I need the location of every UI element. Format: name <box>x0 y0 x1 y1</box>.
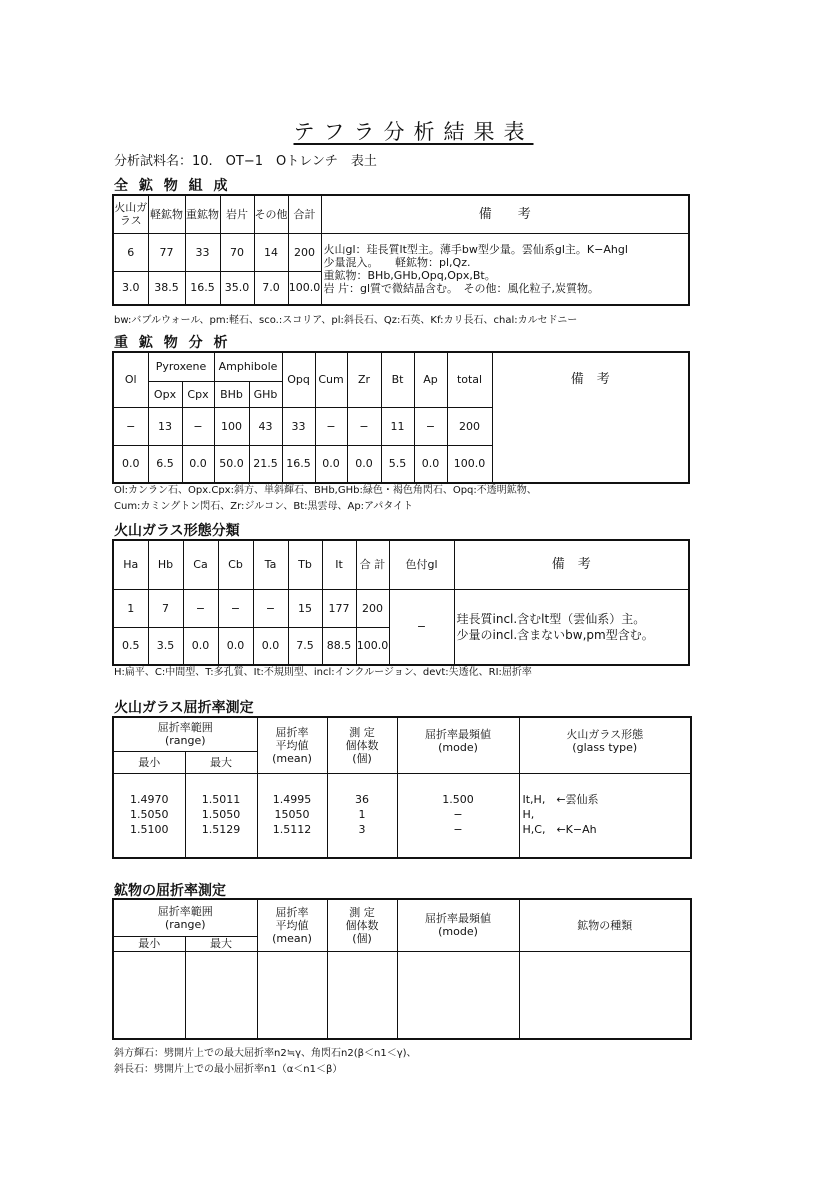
mode-column <box>397 773 519 858</box>
mean-line: (mean) <box>272 751 312 765</box>
footnote: 斜方輝石：劈開片上での最大屈折率n2≒γ、角閃石n2(β＜n1＜γ)、 <box>114 1048 417 1059</box>
header-remarks: 備 考 <box>492 352 689 483</box>
cell: 3 <box>358 822 366 836</box>
cell: − <box>315 407 347 445</box>
cell: 0.0 <box>347 445 381 483</box>
cell: H, <box>522 807 535 821</box>
cell: 1 <box>113 589 148 627</box>
header-min: 最小 <box>113 751 185 773</box>
header-bhb: BHb <box>214 381 249 407</box>
header-range <box>113 717 257 751</box>
cell: 200 <box>288 233 321 271</box>
cell: 1.5050 <box>201 807 241 821</box>
count-line: (個) <box>352 751 372 765</box>
cell: 100.0 <box>288 271 321 305</box>
total-mineral-table <box>112 194 690 306</box>
header-min: 最小 <box>113 936 185 951</box>
header-ol: Ol <box>113 352 148 407</box>
mean-line: 平均値 <box>275 918 309 932</box>
cell: 21.5 <box>249 445 282 483</box>
empty-cell <box>113 951 185 1039</box>
header-mode <box>397 899 519 951</box>
remarks-line: 少量のincl.含まないbw,pm型含む。 <box>456 627 654 642</box>
cell: 14 <box>254 233 288 271</box>
cell: 1.500 <box>442 792 474 806</box>
header-mineral-type: 鉱物の種類 <box>519 899 691 951</box>
cell: 1.5100 <box>130 822 169 836</box>
cell: 0.0 <box>315 445 347 483</box>
header-total: total <box>447 352 492 407</box>
cell: 0.0 <box>414 445 447 483</box>
cell: 1.5050 <box>130 807 169 821</box>
cell: 50.0 <box>214 445 249 483</box>
mineral-refractive-table <box>112 898 692 1040</box>
empty-cell <box>397 951 519 1039</box>
remarks-line: 少量混入。 軽鉱物：pl,Qz. <box>323 255 471 269</box>
type-line: 火山ガラス形態 <box>566 728 644 741</box>
cell: − <box>414 407 447 445</box>
cell: 7 <box>148 589 183 627</box>
cell: 1.4995 <box>272 792 312 806</box>
mode-line: 屈折率最頻値 <box>425 912 491 926</box>
header-pyroxene: Pyroxene <box>148 352 214 381</box>
mode-line: (mode) <box>438 925 478 939</box>
max-column <box>185 773 257 858</box>
cell: − <box>218 589 253 627</box>
range-sub: (range) <box>164 734 206 748</box>
header-amphibole: Amphibole <box>214 352 282 381</box>
header-mean <box>257 899 327 951</box>
cell: 1.4970 <box>130 792 169 806</box>
cell: 11 <box>381 407 414 445</box>
header-hb: Hb <box>148 540 183 589</box>
cell: 100.0 <box>447 445 492 483</box>
header-ca: Ca <box>183 540 218 589</box>
header-zr: Zr <box>347 352 381 407</box>
cell: 13 <box>148 407 182 445</box>
cell: 0.0 <box>183 627 218 665</box>
cell: 1.5112 <box>272 822 312 836</box>
sample-name: 分析試料名：10. OT−1 Oトレンチ 表土 <box>114 154 377 169</box>
cell: 15 <box>288 589 322 627</box>
header-volcanic-glass: 火山ガラス <box>113 195 148 233</box>
cell: 16.5 <box>282 445 315 483</box>
header-cb: Cb <box>218 540 253 589</box>
glass-refractive-table <box>112 716 692 859</box>
abbreviation-note: Ol:カンラン石、Opx.Cpx:斜方、単斜輝石、BHb,GHb:緑色・褐色角閃石、Opq:不透明鉱物、 <box>114 485 537 496</box>
cell: 6.5 <box>148 445 182 483</box>
header-it: It <box>322 540 356 589</box>
cell: 6 <box>113 233 148 271</box>
header-count <box>327 717 397 773</box>
cell: It,H, ←雲仙系 <box>522 792 599 806</box>
cell: 33 <box>185 233 220 271</box>
mode-line: 屈折率最頻値 <box>425 728 491 741</box>
cell: 100.0 <box>356 627 389 665</box>
range-title: 屈折率範囲 <box>157 721 213 735</box>
remarks-cell <box>454 589 689 665</box>
remarks-cell <box>321 233 689 305</box>
page-title: テフラ分析結果表 <box>293 120 534 144</box>
cell: 5.5 <box>381 445 414 483</box>
min-column <box>113 773 185 858</box>
type-line: (glass type) <box>572 741 638 754</box>
glass-type-column <box>519 773 691 858</box>
section-heading-glass-refractive: 火山ガラス屈折率測定 <box>114 700 254 716</box>
count-line: 個体数 <box>345 918 379 932</box>
mean-column <box>257 773 327 858</box>
header-total: 合計 <box>288 195 321 233</box>
mean-line: 屈折率 <box>275 725 309 739</box>
cell: H,C, ←K−Ah <box>522 822 597 836</box>
section-heading-glass-morphology: 火山ガラス形態分類 <box>114 523 240 539</box>
abbreviation-note: Cum:カミングトン閃石、Zr:ジルコン、Bt:黒雲母、Ap:アパタイト <box>114 501 414 512</box>
cell: 7.0 <box>254 271 288 305</box>
section-heading-total-minerals: 全 鉱 物 組 成 <box>114 178 231 194</box>
header-tb: Tb <box>288 540 322 589</box>
colored-glass-cell: − <box>389 589 454 665</box>
cell: 88.5 <box>322 627 356 665</box>
header-opq: Opq <box>282 352 315 407</box>
cell: 1 <box>358 807 366 821</box>
cell: 0.0 <box>218 627 253 665</box>
header-heavy-minerals: 重鉱物 <box>185 195 220 233</box>
cell: − <box>113 407 148 445</box>
cell: 36 <box>355 792 369 806</box>
empty-cell <box>519 951 691 1039</box>
section-heading-mineral-refractive: 鉱物の屈折率測定 <box>114 883 226 899</box>
header-ap: Ap <box>414 352 447 407</box>
header-rock-fragments: 岩片 <box>220 195 254 233</box>
abbreviation-note: H:扁平、C:中間型、T:多孔質、It:不規則型、incl:インクルージョン、devt:失透化、RI:屈折率 <box>114 667 532 678</box>
remarks-line: 珪長質incl.含むlt型（雲仙系）主。 <box>456 611 646 626</box>
heavy-mineral-table <box>112 351 690 484</box>
header-range <box>113 899 257 936</box>
cell: − <box>453 822 463 836</box>
mean-line: 屈折率 <box>275 905 309 919</box>
remarks-line: 火山gl：珪長質lt型主。薄手bw型少量。雲仙系gl主。K−Ahgl <box>323 242 628 256</box>
cell: 200 <box>356 589 389 627</box>
count-line: 測 定 <box>349 725 375 739</box>
header-max: 最大 <box>185 751 257 773</box>
section-heading-heavy-minerals: 重 鉱 物 分 析 <box>114 335 231 351</box>
header-mean <box>257 717 327 773</box>
count-column <box>327 773 397 858</box>
header-max: 最大 <box>185 936 257 951</box>
mean-line: (mean) <box>272 931 312 945</box>
cell: − <box>453 807 463 821</box>
header-colored-glass: 色付gl <box>389 540 454 589</box>
header-ha: Ha <box>113 540 148 589</box>
cell: 200 <box>447 407 492 445</box>
footnote: 斜長石：劈開片上での最小屈折率n1（α＜n1＜β） <box>114 1064 343 1075</box>
range-sub: (range) <box>164 917 206 931</box>
cell: 1.5011 <box>201 792 241 806</box>
header-cpx: Cpx <box>182 381 214 407</box>
cell: − <box>253 589 288 627</box>
header-cum: Cum <box>315 352 347 407</box>
abbreviation-note: bw:バブルウォール、pm:軽石、sco.:スコリア、pl:斜長石、Qz:石英、Kf:カリ長石、chal:カルセドニー <box>114 315 578 326</box>
cell: − <box>182 407 214 445</box>
header-remarks: 備 考 <box>321 195 689 233</box>
cell: 15050 <box>274 807 310 821</box>
header-glass-type <box>519 717 691 773</box>
cell: 100 <box>214 407 249 445</box>
header-ta: Ta <box>253 540 288 589</box>
cell: 70 <box>220 233 254 271</box>
header-bt: Bt <box>381 352 414 407</box>
header-others: その他 <box>254 195 288 233</box>
header-mode <box>397 717 519 773</box>
header-light-minerals: 軽鉱物 <box>148 195 185 233</box>
empty-cell <box>185 951 257 1039</box>
cell: 0.0 <box>253 627 288 665</box>
cell: 3.5 <box>148 627 183 665</box>
header-ghb: GHb <box>249 381 282 407</box>
count-line: (個) <box>352 931 372 945</box>
header-total: 合 計 <box>356 540 389 589</box>
cell: − <box>347 407 381 445</box>
mode-line: (mode) <box>438 741 478 754</box>
cell: 43 <box>249 407 282 445</box>
cell: 35.0 <box>220 271 254 305</box>
empty-cell <box>257 951 327 1039</box>
remarks-line: 岩 片：gl質で微結晶含む。 その他：風化粒子,炭質物。 <box>323 281 600 295</box>
cell: 3.0 <box>113 271 148 305</box>
header-remarks: 備 考 <box>454 540 689 589</box>
cell: 0.0 <box>113 445 148 483</box>
remarks-line: 重鉱物：BHb,GHb,Opq,Opx,Bt。 <box>323 268 496 282</box>
mean-line: 平均値 <box>275 738 309 752</box>
cell: 0.5 <box>113 627 148 665</box>
header-count <box>327 899 397 951</box>
cell: − <box>183 589 218 627</box>
count-line: 測 定 <box>349 905 375 919</box>
cell: 1.5129 <box>201 822 241 836</box>
cell: 0.0 <box>182 445 214 483</box>
empty-cell <box>327 951 397 1039</box>
cell: 16.5 <box>185 271 220 305</box>
glass-morphology-table <box>112 539 690 666</box>
cell: 77 <box>148 233 185 271</box>
cell: 177 <box>322 589 356 627</box>
header-opx: Opx <box>148 381 182 407</box>
cell: 33 <box>282 407 315 445</box>
range-title: 屈折率範囲 <box>157 904 213 918</box>
cell: 38.5 <box>148 271 185 305</box>
count-line: 個体数 <box>345 738 379 752</box>
cell: 7.5 <box>288 627 322 665</box>
